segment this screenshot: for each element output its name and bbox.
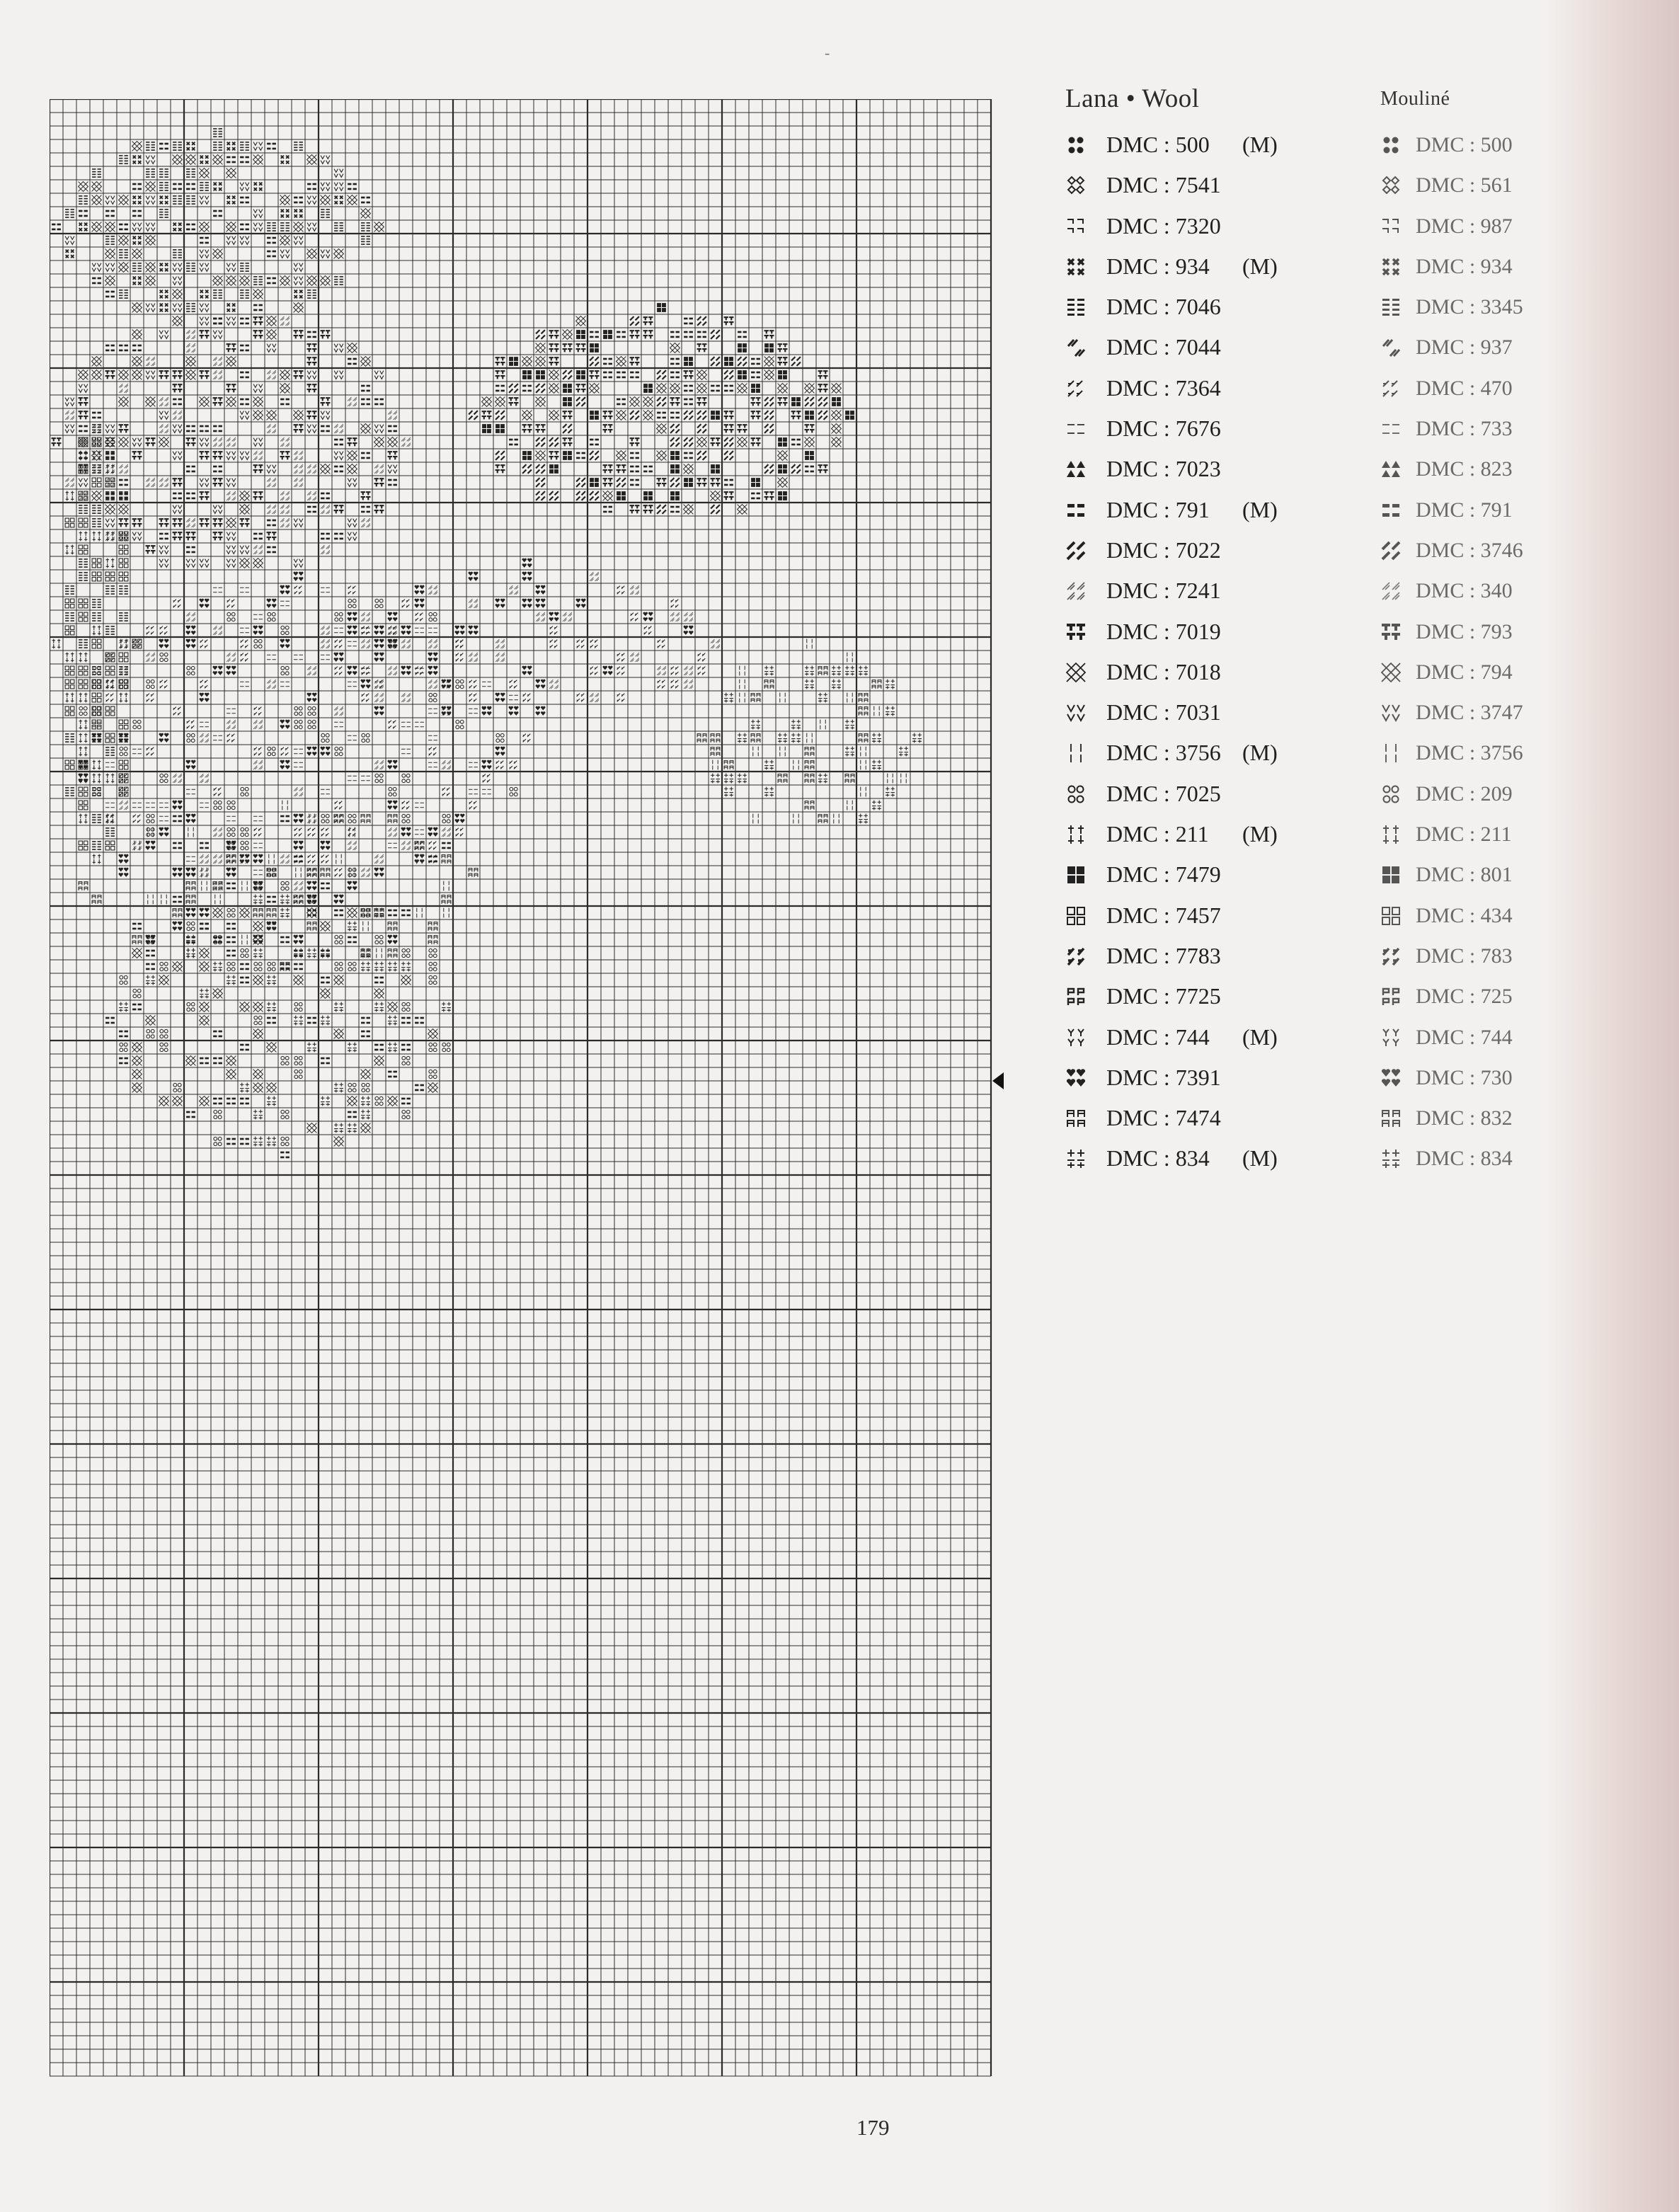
legend-row	[1380, 165, 1593, 205]
legend-row	[1065, 571, 1363, 611]
legend-row	[1380, 774, 1593, 814]
legend-row	[1065, 368, 1363, 408]
thread-code: DMC : 500	[1106, 132, 1210, 157]
thread-code: DMC : 744	[1106, 1024, 1210, 1050]
thread-code: DMC : 7725	[1106, 983, 1221, 1009]
legend-row	[1065, 206, 1363, 246]
thread-code: DMC : 934	[1416, 254, 1513, 278]
legend-row	[1380, 449, 1593, 489]
thread-code: DMC : 7018	[1106, 658, 1221, 684]
mouline-mark: (M)	[1242, 132, 1278, 157]
thread-code: DMC : 7364	[1106, 374, 1221, 401]
thread-code: DMC : 793	[1416, 619, 1513, 643]
legend-row	[1065, 854, 1363, 895]
legend-row	[1380, 1098, 1593, 1138]
legend-row	[1380, 652, 1593, 692]
mouline-mark: (M)	[1242, 1145, 1278, 1171]
thread-code: DMC : 7479	[1106, 861, 1221, 888]
thread-code: DMC : 7046	[1106, 294, 1221, 320]
thread-code: DMC : 7019	[1106, 618, 1221, 644]
thread-code: DMC : 834	[1106, 1145, 1210, 1171]
legend-row	[1380, 327, 1593, 367]
thread-code: DMC : 3756	[1106, 740, 1221, 766]
legend-row	[1380, 571, 1593, 611]
top-mark: -	[825, 44, 830, 62]
legend-row	[1380, 612, 1593, 652]
legend-row	[1065, 976, 1363, 1016]
thread-code: DMC : 937	[1416, 336, 1513, 360]
legend-row	[1380, 408, 1593, 449]
legend-row	[1065, 733, 1363, 773]
legend-row	[1380, 490, 1593, 530]
legend-row	[1380, 1017, 1593, 1058]
thread-code: DMC : 7541	[1106, 172, 1221, 198]
legend-mouline-title: Mouliné	[1380, 88, 1450, 110]
legend-row	[1065, 408, 1363, 449]
legend-row	[1380, 368, 1593, 408]
thread-code: DMC : 725	[1416, 985, 1513, 1009]
thread-code: DMC : 7241	[1106, 578, 1221, 604]
thread-code: DMC : 3345	[1416, 295, 1523, 319]
legend-row	[1380, 125, 1593, 165]
thread-code: DMC : 934	[1106, 253, 1210, 279]
legend-row	[1065, 1098, 1363, 1138]
thread-code: DMC : 733	[1416, 417, 1513, 441]
thread-code: DMC : 500	[1416, 133, 1513, 156]
legend-mouline	[1380, 84, 1593, 1179]
cross-stitch-chart	[50, 99, 1012, 2081]
thread-code: DMC : 211	[1416, 823, 1512, 847]
mouline-mark: (M)	[1242, 253, 1278, 279]
thread-code: DMC : 470	[1416, 376, 1513, 400]
legend-row	[1065, 692, 1363, 733]
mouline-mark: (M)	[1242, 496, 1278, 522]
thread-code: DMC : 801	[1416, 863, 1513, 887]
legend-row	[1065, 774, 1363, 814]
mouline-mark: (M)	[1242, 740, 1278, 766]
legend-row	[1380, 692, 1593, 733]
page-number: 179	[856, 2115, 890, 2140]
legend-row	[1065, 449, 1363, 489]
legend-row	[1380, 287, 1593, 327]
mouline-mark: (M)	[1242, 821, 1278, 847]
legend-row	[1065, 1058, 1363, 1098]
thread-code: DMC : 794	[1416, 660, 1513, 684]
thread-code: DMC : 7025	[1106, 780, 1221, 806]
legend-row	[1065, 287, 1363, 327]
thread-code: DMC : 823	[1416, 457, 1513, 481]
thread-code: DMC : 434	[1416, 903, 1513, 927]
legend-row	[1380, 895, 1593, 936]
legend-row	[1065, 530, 1363, 571]
legend-row	[1065, 814, 1363, 854]
legend-row	[1065, 125, 1363, 165]
legend-wool	[1065, 84, 1363, 1179]
legend-row	[1065, 1138, 1363, 1179]
legend-row	[1380, 733, 1593, 773]
thread-code: DMC : 730	[1416, 1065, 1513, 1089]
legend-row	[1380, 854, 1593, 895]
thread-code: DMC : 834	[1416, 1147, 1513, 1171]
thread-code: DMC : 3756	[1416, 741, 1523, 765]
thread-code: DMC : 7022	[1106, 537, 1221, 563]
thread-code: DMC : 832	[1416, 1106, 1513, 1130]
legend-row	[1065, 246, 1363, 287]
legend-row	[1065, 936, 1363, 976]
legend-row	[1380, 530, 1593, 571]
thread-code: DMC : 3746	[1416, 538, 1523, 562]
legend-row	[1380, 1138, 1593, 1179]
thread-code: DMC : 7044	[1106, 334, 1221, 360]
legend-row	[1380, 936, 1593, 976]
thread-code: DMC : 209	[1416, 781, 1513, 806]
thread-code: DMC : 7391	[1106, 1064, 1221, 1090]
thread-code: DMC : 783	[1416, 944, 1513, 968]
thread-code: DMC : 3747	[1416, 701, 1523, 725]
thread-code: DMC : 7474	[1106, 1105, 1221, 1131]
thread-code: DMC : 211	[1106, 821, 1209, 847]
legend-row	[1380, 206, 1593, 246]
legend-row	[1380, 1058, 1593, 1098]
mouline-mark: (M)	[1242, 1024, 1278, 1050]
legend-row	[1380, 814, 1593, 854]
legend-row	[1065, 327, 1363, 367]
thread-code: DMC : 791	[1416, 498, 1513, 522]
legend-row	[1065, 165, 1363, 205]
thread-code: DMC : 987	[1416, 214, 1513, 238]
legend-row	[1065, 612, 1363, 652]
legend-row	[1380, 976, 1593, 1016]
legend-row	[1380, 246, 1593, 287]
legend-row	[1065, 490, 1363, 530]
thread-code: DMC : 561	[1416, 173, 1513, 197]
legend-wool-title: Lana • Wool	[1065, 84, 1200, 113]
legend-row	[1065, 652, 1363, 692]
chart-grid-svg	[50, 99, 1012, 2081]
thread-code: DMC : 7023	[1106, 456, 1221, 482]
thread-code: DMC : 7457	[1106, 902, 1221, 928]
thread-code: DMC : 744	[1416, 1025, 1513, 1049]
thread-code: DMC : 7031	[1106, 699, 1221, 726]
thread-code: DMC : 7783	[1106, 942, 1221, 968]
legend-row	[1065, 1017, 1363, 1058]
thread-code: DMC : 340	[1416, 579, 1513, 603]
thread-code: DMC : 7676	[1106, 416, 1221, 442]
thread-code: DMC : 791	[1106, 496, 1210, 522]
thread-code: DMC : 7320	[1106, 212, 1221, 239]
legend-row	[1065, 895, 1363, 936]
